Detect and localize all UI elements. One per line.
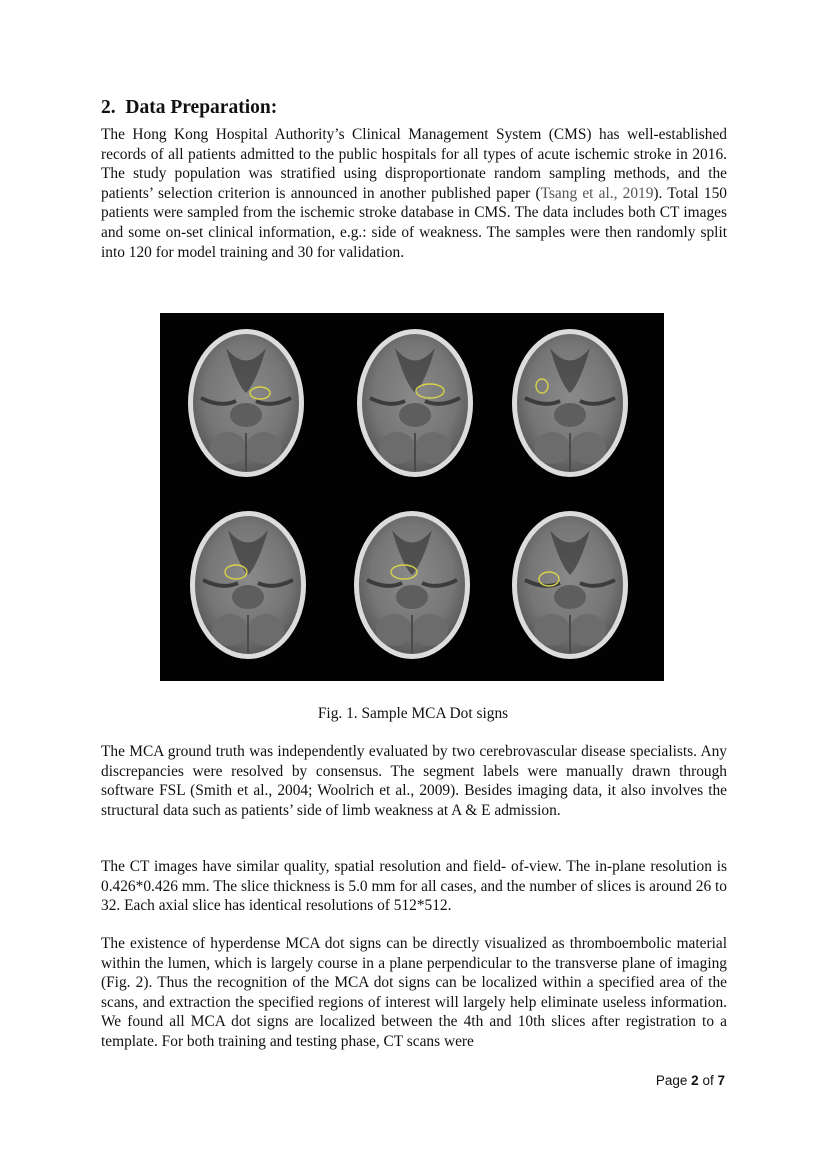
paragraph-dot-signs: The existence of hyperdense MCA dot signs can be directly visualized as thromboembolic material within the lumen, which is largely course in a plane perpendicular to the transverse plane of imaging (Fig. 2). Thus the recognition of the MCA dot signs can be localized within a specified area of the scans, and extraction the specified regions of interest will largely help eliminate useless information. We found all MCA dot signs are localized between the 4th and 10th slices after registration to a template. For both training and testing phase, CT scans were xyxy=(101,935,727,1050)
citation-link[interactable]: Tsang et al., 2019 xyxy=(540,184,654,202)
paragraph-data-source xyxy=(101,125,727,262)
ct-scan-4 xyxy=(190,511,306,659)
ct-scan-5 xyxy=(354,511,470,659)
section-heading xyxy=(101,97,277,119)
ct-scan-2 xyxy=(357,329,473,477)
page-sep: of xyxy=(702,1073,714,1088)
section-title: Data Preparation: xyxy=(125,97,278,118)
paragraph-ct-specs: The CT images have similar quality, spatial resolution and field- of-view. The in-plane resolution is 0.426*0.426 mm. The slice thickness is 5.0 mm for all cases, and the number of slices is around 26 to 32. Each axial slice has identical resolutions of 512*512. xyxy=(101,858,727,915)
page-footer xyxy=(656,1073,725,1088)
page-total: 7 xyxy=(717,1073,725,1088)
section-number: 2. xyxy=(101,97,116,118)
figure-caption: Fig. 1. Sample MCA Dot signs xyxy=(317,705,509,722)
paragraph-ground-truth: The MCA ground truth was independently evaluated by two cerebrovascular disease specialists. Any discrepancies were resolved by consensus. The segment labels were manually drawn through software FSL (Smith et al., 2004; Woolrich et al., 2009). Besides imaging data, it also involves the structural data such as patients’ side of limb weakness at A & E admission. xyxy=(101,743,727,819)
page-prefix: Page xyxy=(655,1073,688,1088)
ct-scan-3 xyxy=(512,329,628,477)
paragraph-text: The Hong Kong Hospital Authority’s Clinical Management System (CMS) has well-established records of all patients admitted to the public hospitals for all types of acute ischemic stroke in 2016. The study population was stratified using disproportionate random sampling methods, and the patients’ selection criterion is announced in another published paper ( xyxy=(101,126,727,202)
ct-scan-6 xyxy=(512,511,628,659)
paragraph-text: ). Total 150 patients were sampled from the ischemic stroke database in CMS. The data includes both CT images and some on-set clinical information, e.g.: side of weakness. The samples were then randomly split into 120 for model training and 30 for validation. xyxy=(101,184,727,261)
page-current: 2 xyxy=(691,1073,699,1088)
figure-ct-scans xyxy=(160,313,664,681)
ct-scan-1 xyxy=(188,329,304,477)
